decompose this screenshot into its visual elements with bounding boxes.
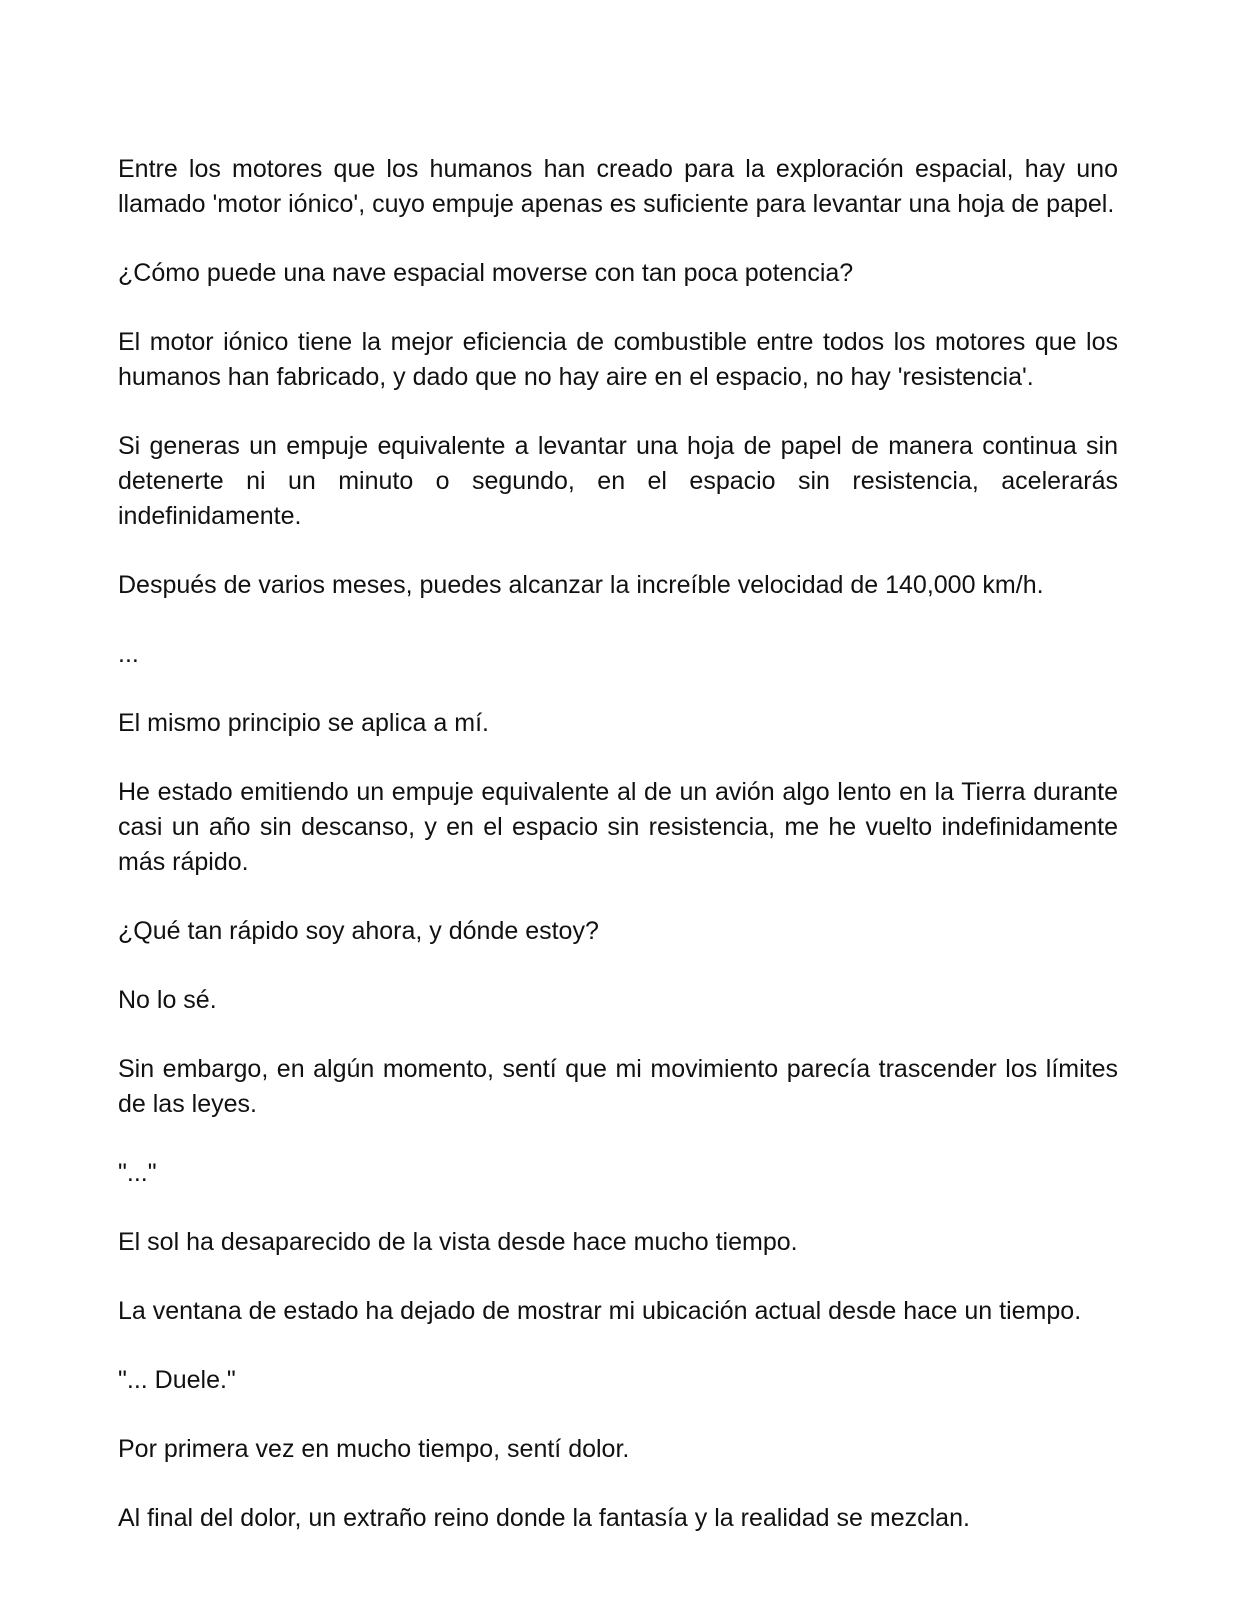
paragraph-8: He estado emitiendo un empuje equivalente al de un avión algo lento en la Tierra durante casi un año sin descanso, y en el espacio sin resistencia, me he vuelto indefinidamente más rápido. (118, 778, 1118, 876)
paragraph-3: El motor iónico tiene la mejor eficiencia de combustible entre todos los motores que los humanos han fabricado, y dado que no hay aire en el espacio, no hay 'resistencia'. (118, 328, 1118, 391)
paragraph-2: ¿Cómo puede una nave espacial moverse con tan poca potencia? (118, 259, 854, 287)
paragraph-5: Después de varios meses, puedes alcanzar la increíble velocidad de 140,000 km/h. (118, 571, 1044, 599)
paragraph-7: El mismo principio se aplica a mí. (118, 709, 489, 737)
paragraph-4: Si generas un empuje equivalente a levantar una hoja de papel de manera continua sin detenerte ni un minuto o segundo, en el espacio sin resistencia, acelerarás indefinidamente. (118, 432, 1118, 530)
paragraph-14: La ventana de estado ha dejado de mostrar mi ubicación actual desde hace un tiempo. (118, 1297, 1082, 1325)
paragraph-16: Por primera vez en mucho tiempo, sentí dolor. (118, 1435, 630, 1463)
paragraph-11: Sin embargo, en algún momento, sentí que mi movimiento parecía trascender los límites de las leyes. (118, 1055, 1118, 1118)
paragraph-1: Entre los motores que los humanos han creado para la exploración espacial, hay uno llamado 'motor iónico', cuyo empuje apenas es suficiente para levantar una hoja de papel. (118, 155, 1118, 218)
paragraph-12: "..." (118, 1159, 157, 1187)
paragraph-17: Al final del dolor, un extraño reino donde la fantasía y la realidad se mezclan. (118, 1504, 970, 1532)
paragraph-9: ¿Qué tan rápido soy ahora, y dónde estoy? (118, 917, 599, 945)
paragraph-6: ... (118, 640, 139, 668)
paragraph-10: No lo sé. (118, 986, 217, 1014)
text-body (118, 152, 1118, 1536)
paragraph-15: "... Duele." (118, 1366, 236, 1394)
paragraph-13: El sol ha desaparecido de la vista desde hace mucho tiempo. (118, 1228, 798, 1256)
